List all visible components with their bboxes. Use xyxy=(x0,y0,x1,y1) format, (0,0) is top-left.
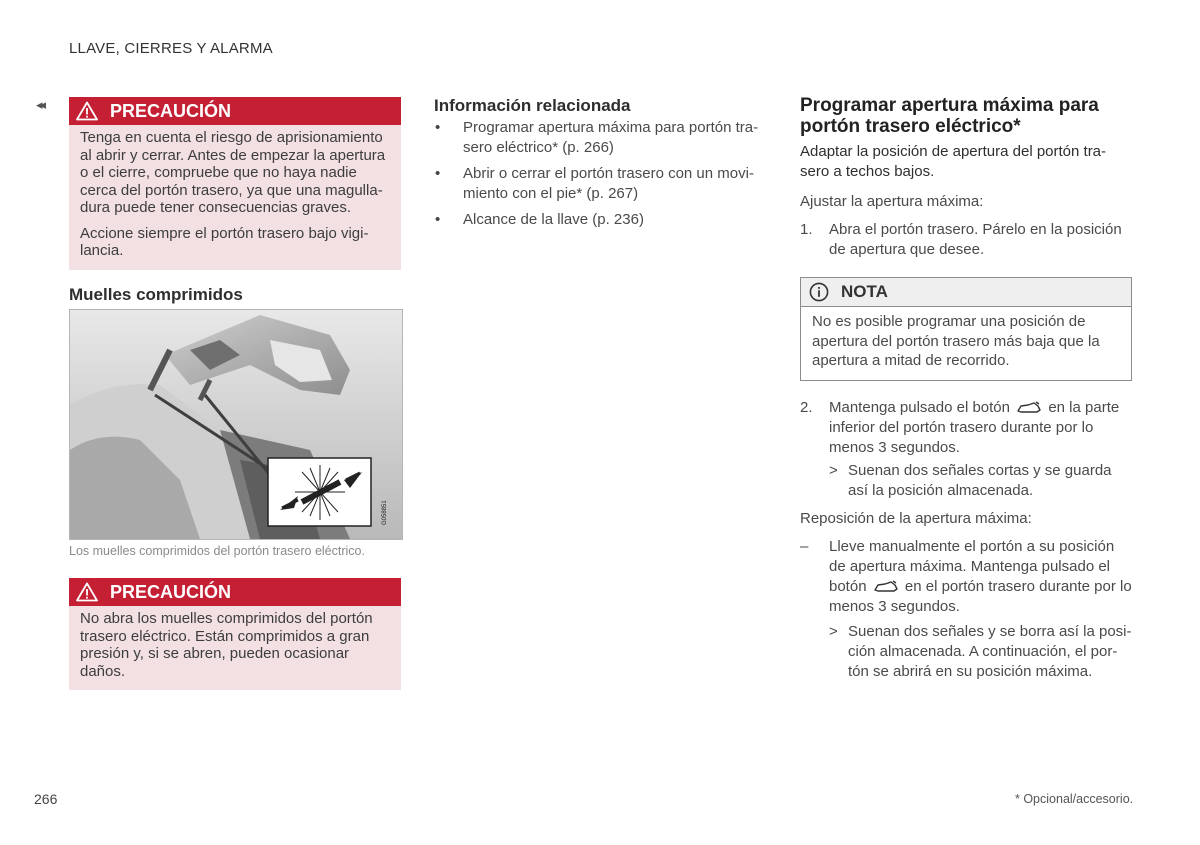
related-info-list xyxy=(434,118,759,236)
gas-strut-illustration xyxy=(69,309,403,540)
result-1 xyxy=(829,461,1132,501)
tailgate-struts-image xyxy=(70,310,402,539)
note-header xyxy=(801,278,1131,307)
note-text: No es posible programar una posición de apertura del portón trasero más baja que la apertura a mitad de recorrido. xyxy=(812,313,1100,369)
result-marker: > xyxy=(829,623,838,640)
caution-title: PRECAUCIÓN xyxy=(110,581,232,602)
info-icon xyxy=(809,282,829,302)
related-link[interactable]: • Abrir o cerrar el portón trasero con un movimiento con el pie* (p. 267) xyxy=(434,164,759,204)
footnote: * Opcional/accesorio. xyxy=(1015,792,1134,806)
section-main-title: Programar apertura máxima para portón trasero eléctrico* xyxy=(800,95,1099,137)
caution-header xyxy=(69,578,401,606)
step-text: en el portón trasero durante por lo menos 3 segundos. xyxy=(829,578,1132,615)
figure-caption: Los muelles comprimidos del portón trasero eléctrico. xyxy=(69,544,365,558)
related-link[interactable]: • Programar apertura máxima para portón trasero eléctrico* (p. 266) xyxy=(434,118,759,158)
caution-box-springs xyxy=(69,578,401,690)
note-box xyxy=(800,277,1132,381)
section-title: Muelles comprimidos xyxy=(69,285,243,304)
adjust-label: Ajustar la apertura máxima: xyxy=(800,193,984,210)
figure-code: G058851 xyxy=(382,500,388,525)
result-marker: > xyxy=(829,462,838,479)
step-reset xyxy=(800,537,1132,617)
continued-icon: ◂◂ xyxy=(36,97,44,112)
page-number: 266 xyxy=(34,791,58,807)
note-title: NOTA xyxy=(841,282,888,301)
caution-title: PRECAUCIÓN xyxy=(110,100,232,121)
caution-box-entrapment xyxy=(69,97,401,270)
result-text: Suenan dos señales cortas y se guarda así la posición almacenada. xyxy=(848,462,1112,499)
step-text: Abra el portón trasero. Párelo en la posición de apertura que desee. xyxy=(829,221,1122,258)
section-intro: Adaptar la posición de apertura del portón trasero a techos bajos. xyxy=(800,143,1107,180)
step-dash: – xyxy=(800,538,809,555)
result-text: Suenan dos señales y se borra así la posición almacenada. A continuación, el portón se abrirá en su posición máxima. xyxy=(848,623,1132,680)
step-text: en la parte inferior del portón trasero durante por lo menos 3 segundos. xyxy=(829,399,1120,456)
warning-triangle-icon xyxy=(76,101,98,121)
step-1 xyxy=(800,220,1132,260)
related-link[interactable]: • Alcance de la llave (p. 236) xyxy=(434,210,759,230)
tailgate-button-icon xyxy=(873,580,899,594)
related-info-title: Información relacionada xyxy=(434,96,631,115)
caution-text: No abra los muelles comprimidos del portón trasero eléctrico. Están comprimidos a gran presión y, si se abren, pueden ocasionar daños. xyxy=(80,610,373,680)
step-number: 2. xyxy=(800,399,813,416)
reset-label: Reposición de la apertura máxima: xyxy=(800,510,1032,527)
caution-text: Accione siempre el portón trasero bajo vigilancia. xyxy=(80,224,369,259)
step-number: 1. xyxy=(800,221,813,238)
step-text: Lleve manualmente el portón a su posición de apertura máxima. Mantenga pulsado el botón xyxy=(829,538,1115,595)
running-header: LLAVE, CIERRES Y ALARMA xyxy=(69,40,273,57)
warning-triangle-icon xyxy=(76,582,98,602)
caution-text: Tenga en cuenta el riesgo de aprisionamiento al abrir y cerrar. Antes de empezar la apertura o el cierre, compruebe que no haya nadie cerca del portón trasero, ya que una magulladura puede tener consecuencias graves. xyxy=(80,129,386,216)
step-2 xyxy=(800,398,1132,458)
tailgate-button-icon xyxy=(1016,401,1042,415)
caution-header xyxy=(69,97,401,125)
step-text: Mantenga pulsado el botón xyxy=(829,399,1010,416)
result-2 xyxy=(829,622,1132,682)
